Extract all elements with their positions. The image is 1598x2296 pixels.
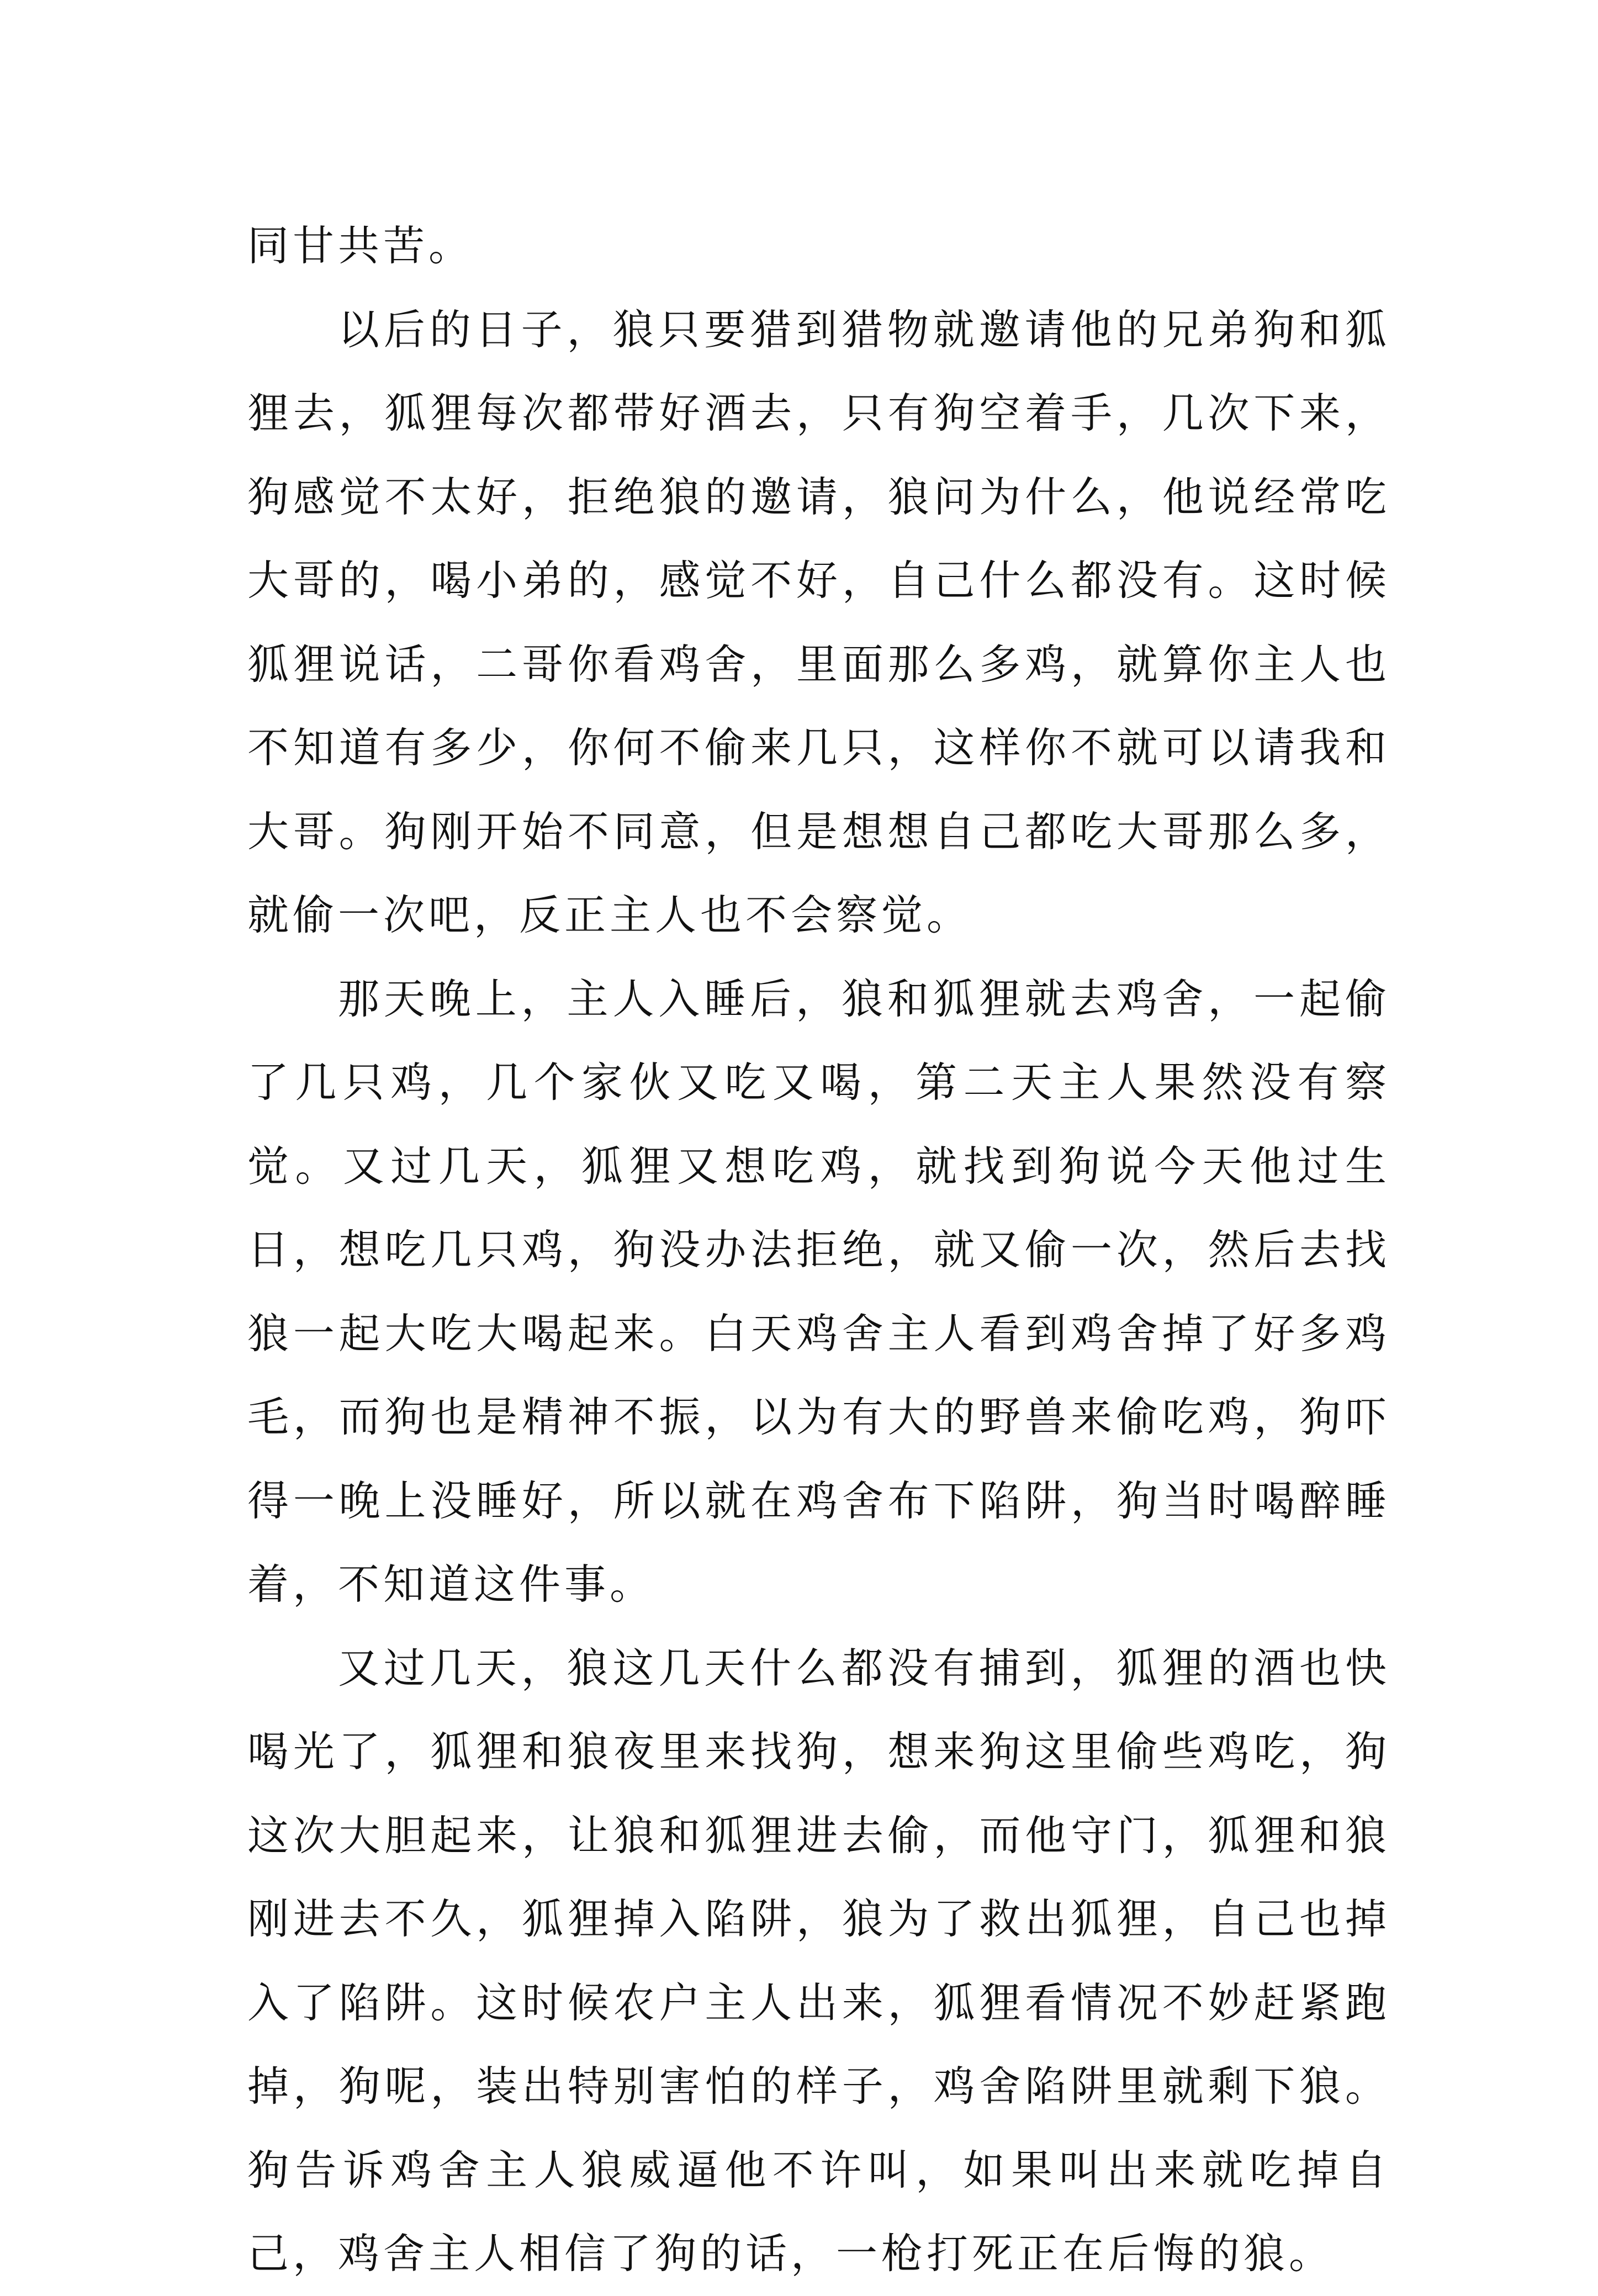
paragraph: 以后的日子，狼只要猎到猎物就邀请他的兄弟狗和狐狸去，狐狸每次都带好酒去，只有狗空着手，几次下来，狗感觉不太好，拒绝狼的邀请，狼问为什么，他说经常吃大哥的，喝小弟的，感觉不好，自己什么都没有。这时候狐狸说话，二哥你看鸡舍，里面那么多鸡，就算你主人也不知道有多少，你何不偷来几只，这样你不就可以请我和大哥。狗刚开始不同意，但是想想自己都吃大哥那么多，就偷一次吧，反正主人也不会察觉。 bbox=[247, 305, 1390, 939]
document-body bbox=[247, 204, 1390, 2296]
paragraph-continuation: 同甘共苦。 bbox=[247, 221, 474, 270]
paragraph: 那天晚上，主人入睡后，狼和狐狸就去鸡舍，一起偷了几只鸡，几个家伙又吃又喝，第二天主人果然没有察觉。又过几天，狐狸又想吃鸡，就找到狗说今天他过生日，想吃几只鸡，狗没办法拒绝，就又偷一次，然后去找狼一起大吃大喝起来。白天鸡舍主人看到鸡舍掉了好多鸡毛，而狗也是精神不振，以为有大的野兽来偷吃鸡，狗吓得一晚上没睡好，所以就在鸡舍布下陷阱，狗当时喝醉睡着，不知道这件事。 bbox=[247, 974, 1390, 1609]
paragraph: 又过几天，狼这几天什么都没有捕到，狐狸的酒也快喝光了，狐狸和狼夜里来找狗，想来狗这里偷些鸡吃，狗这次大胆起来，让狼和狐狸进去偷，而他守门，狐狸和狼刚进去不久，狐狸掉入陷阱，狼为了救出狐狸，自己也掉入了陷阱。这时候农户主人出来，狐狸看情况不妙赶紧跑掉，狗呢，装出特别害怕的样子，鸡舍陷阱里就剩下狼。狗告诉鸡舍主人狼威逼他不许叫，如果叫出来就吃掉自己，鸡舍主人相信了狗的话，一枪打死正在后悔的狼。 bbox=[247, 1643, 1390, 2278]
